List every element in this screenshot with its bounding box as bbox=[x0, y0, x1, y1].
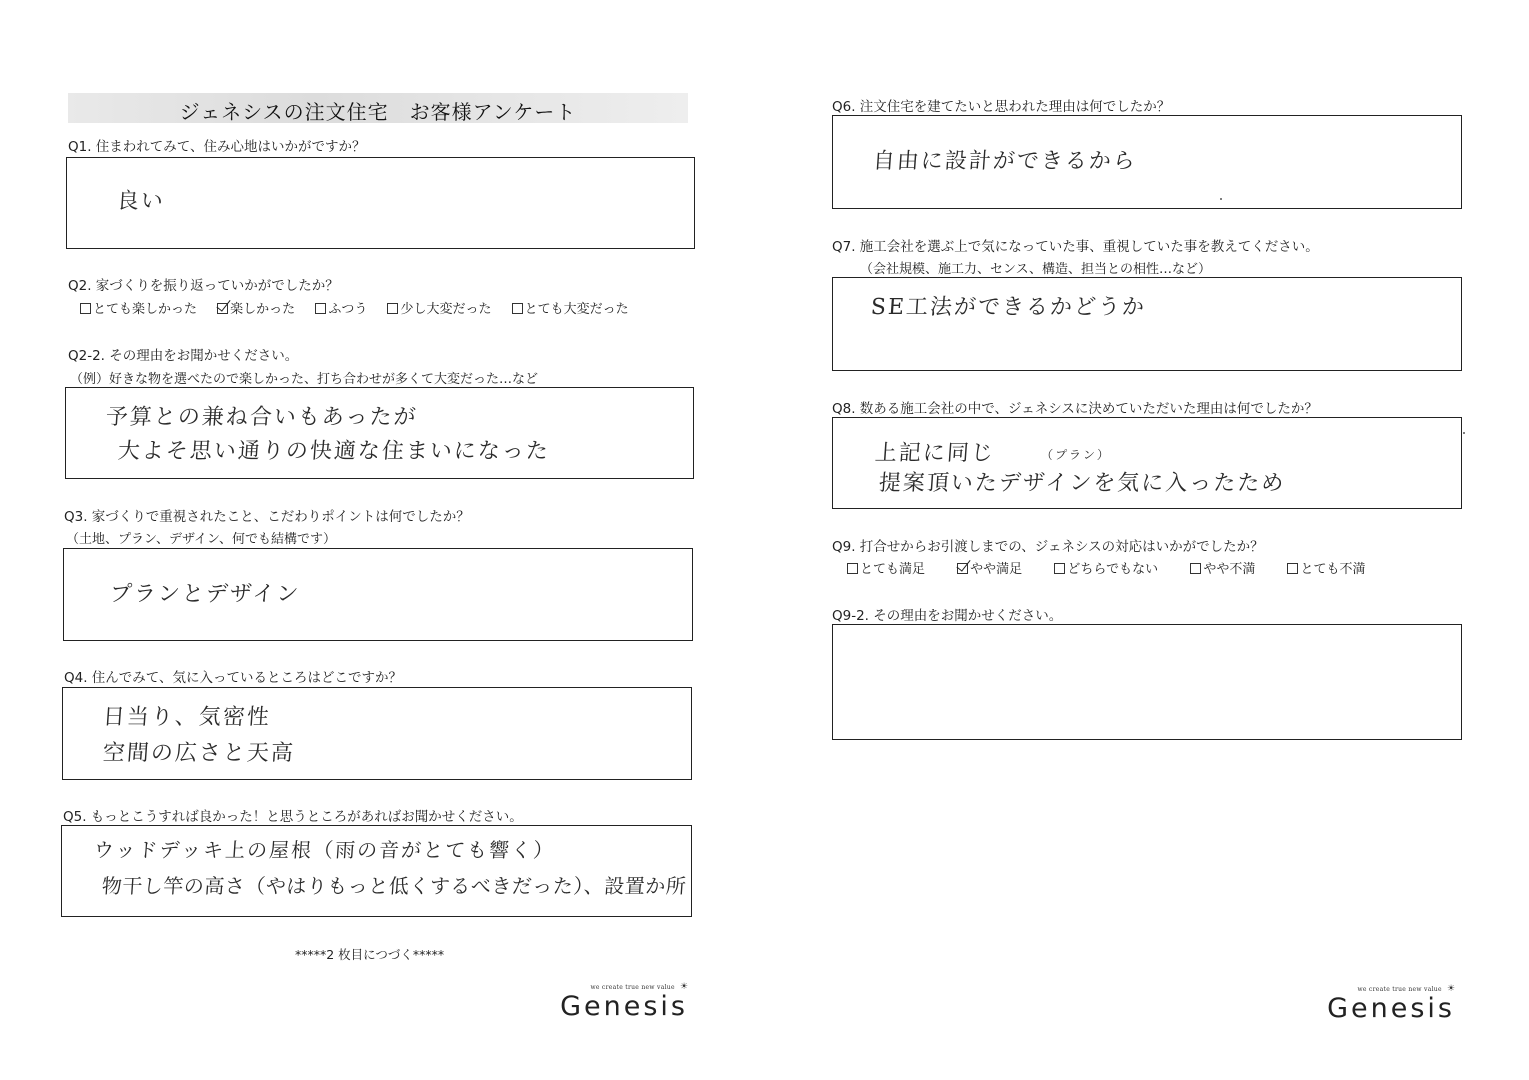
checkbox-icon[interactable] bbox=[315, 303, 326, 314]
logo-word: Genesis bbox=[560, 991, 688, 1022]
checkbox-icon[interactable] bbox=[1190, 563, 1201, 574]
q4-answer-line: 空間の広さと天高 bbox=[101, 741, 296, 766]
genesis-logo bbox=[540, 974, 688, 1020]
q5-label: Q5. もっとこうすれば良かった！と思うところがあればお聞かせください。 bbox=[63, 809, 523, 825]
scan-speck bbox=[1463, 432, 1465, 434]
checkbox-icon[interactable] bbox=[1287, 563, 1298, 574]
q7-answer: SE工法ができるかどうか bbox=[869, 295, 1147, 320]
q8-label: Q8. 数ある施工会社の中で、ジェネシスに決めていただいた理由は何でしたか？ bbox=[832, 401, 1318, 417]
q3-sub: （土地、プラン、デザイン、何でも結構です） bbox=[66, 532, 337, 547]
q5-answer-box bbox=[61, 825, 692, 917]
q2-option[interactable]: ふつう bbox=[315, 298, 367, 317]
q2-2-sub: （例）好きな物を選べたので楽しかった、打ち合わせが多くて大変だった…など bbox=[70, 372, 539, 387]
sun-icon: ☀ bbox=[679, 982, 688, 992]
q9-option[interactable]: どちらでもない bbox=[1054, 558, 1158, 577]
survey-page-1 bbox=[0, 0, 764, 1080]
q4-label: Q4. 住んでみて、気に入っているところはどこですか？ bbox=[64, 670, 403, 686]
survey-page-2 bbox=[765, 0, 1529, 1080]
q9-label: Q9. 打合せからお引渡しまでの、ジェネシスの対応はいかがでしたか？ bbox=[832, 539, 1264, 555]
checkbox-icon[interactable] bbox=[957, 563, 968, 574]
q2-2-label: Q2-2. その理由をお聞かせください。 bbox=[68, 348, 299, 364]
checkbox-icon[interactable] bbox=[847, 563, 858, 574]
q8-annotation: （プラン） bbox=[1040, 448, 1112, 462]
q6-label: Q6. 注文住宅を建てたいと思われた理由は何でしたか？ bbox=[832, 99, 1171, 115]
logo-tagline: we create true new value bbox=[1357, 986, 1442, 993]
checkbox-icon[interactable] bbox=[80, 303, 91, 314]
q1-answer: 良い bbox=[115, 189, 166, 214]
q2-2-answer-box bbox=[65, 387, 694, 479]
q2-option[interactable]: 楽しかった bbox=[217, 298, 295, 317]
q5-answer-line: 物干し竿の高さ（やはりもっと低くするべきだった）、設置か所 bbox=[101, 874, 688, 898]
q8-answer-line: 上記に同じ bbox=[873, 441, 996, 466]
q7-sub: （会社規模、施工力、センス、構造、担当との相性…など） bbox=[860, 262, 1212, 277]
q2-label: Q2. 家づくりを振り返っていかがでしたか？ bbox=[68, 278, 339, 294]
q2-2-answer-line: 予算との兼ね合いもあったが bbox=[104, 405, 419, 430]
q9-option[interactable]: やや満足 bbox=[957, 558, 1022, 577]
sun-icon: ☀ bbox=[1446, 984, 1455, 994]
q2-option[interactable]: とても楽しかった bbox=[80, 298, 197, 317]
q2-options bbox=[80, 298, 645, 317]
q3-label: Q3. 家づくりで重視されたこと、こだわりポイントは何でしたか？ bbox=[64, 509, 470, 525]
q7-answer-box bbox=[832, 277, 1462, 371]
q2-2-answer-line: 大よそ思い通りの快適な住まいになった bbox=[116, 439, 551, 464]
logo-word: Genesis bbox=[1327, 993, 1455, 1024]
checkbox-icon[interactable] bbox=[512, 303, 523, 314]
logo-tagline: we create true new value bbox=[590, 984, 675, 991]
q5-answer-line: ウッドデッキ上の屋根（雨の音がとても響く） bbox=[93, 838, 556, 862]
checkbox-icon[interactable] bbox=[387, 303, 398, 314]
q9-2-answer-box bbox=[832, 624, 1462, 740]
q6-answer: 自由に設計ができるから bbox=[871, 149, 1138, 174]
q9-option[interactable]: とても満足 bbox=[847, 558, 925, 577]
q9-option[interactable]: やや不満 bbox=[1190, 558, 1255, 577]
continue-note: *****2 枚目につづく***** bbox=[295, 947, 445, 962]
q6-answer-box bbox=[832, 115, 1462, 209]
checkbox-icon[interactable] bbox=[217, 303, 228, 314]
q1-answer-box bbox=[66, 157, 695, 249]
q9-2-label: Q9-2. その理由をお聞かせください。 bbox=[832, 608, 1063, 624]
q8-answer-line: 提案頂いたデザインを気に入ったため bbox=[877, 471, 1287, 496]
q9-option[interactable]: とても不満 bbox=[1287, 558, 1365, 577]
q1-label: Q1. 住まわれてみて、住み心地はいかがですか？ bbox=[68, 139, 366, 155]
checkbox-icon[interactable] bbox=[1054, 563, 1065, 574]
q2-option[interactable]: とても大変だった bbox=[512, 298, 629, 317]
q2-option[interactable]: 少し大変だった bbox=[387, 298, 491, 317]
q8-answer-box bbox=[832, 417, 1462, 509]
page-title: ジェネシスの注文住宅 お客様アンケート bbox=[179, 100, 577, 124]
q7-label: Q7. 施工会社を選ぶ上で気になっていた事、重視していた事を教えてください。 bbox=[832, 239, 1319, 255]
q4-answer-box bbox=[62, 687, 692, 780]
q4-answer-line: 日当り、気密性 bbox=[101, 705, 272, 730]
genesis-logo bbox=[1305, 976, 1455, 1022]
q3-answer: プランとデザイン bbox=[108, 582, 302, 607]
scan-speck bbox=[1220, 198, 1222, 200]
q3-answer-box bbox=[63, 548, 693, 641]
q9-options bbox=[847, 558, 1382, 577]
